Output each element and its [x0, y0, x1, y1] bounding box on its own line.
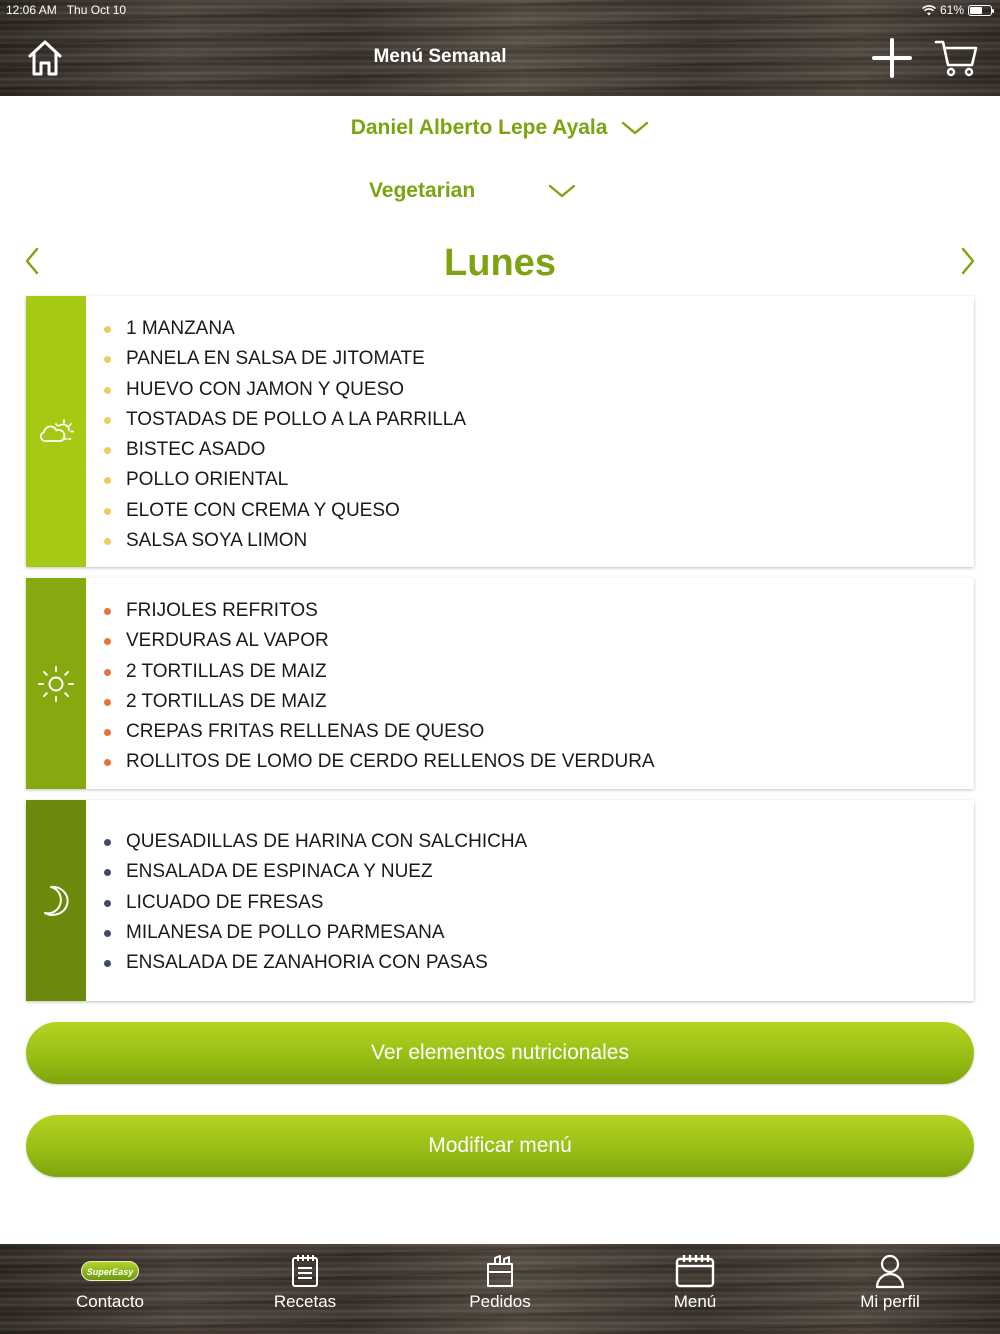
meal-list-morning [104, 314, 964, 556]
bullet-dot [104, 960, 111, 967]
sun-icon [37, 665, 75, 703]
modify-menu-button[interactable]: Modificar menú [26, 1115, 974, 1177]
meal-item-text: BISTEC ASADO [126, 439, 266, 461]
meal-item-text: ELOTE CON CREMA Y QUESO [126, 499, 400, 521]
meal-item-text: FRIJOLES REFRITOS [126, 600, 318, 621]
status-date: Thu Oct 10 [66, 3, 127, 17]
meal-item-text: ENSALADA DE ESPINACA Y NUEZ [126, 861, 433, 883]
meal-item [104, 626, 964, 656]
meal-card-afternoon [26, 578, 974, 789]
meal-item [104, 596, 964, 626]
tab-contacto[interactable] [10, 1244, 210, 1334]
battery-icon [968, 5, 992, 16]
bullet-dot [104, 326, 111, 333]
meal-item-text: VERDURAS AL VAPOR [126, 630, 329, 652]
meal-item [104, 827, 964, 857]
user-selector[interactable] [0, 116, 1000, 140]
status-right [922, 3, 992, 17]
recipe-list-icon [291, 1254, 319, 1288]
meal-item-text: ROLLITOS DE LOMO DE CERDO RELLENOS DE VERDURA [126, 751, 655, 773]
cart-icon[interactable] [934, 38, 978, 78]
day-navigator [0, 238, 1000, 286]
tab-label: Menú [673, 1292, 717, 1311]
meal-item-text: LICUADO DE FRESAS [126, 891, 324, 913]
meal-item [104, 405, 964, 435]
day-title: Lunes [444, 242, 556, 284]
status-time: 12:06 AM Thu Oct 10 [6, 3, 127, 17]
meal-item-text: 2 TORTILLAS DE MAIZ [126, 690, 327, 712]
meal-item [104, 375, 964, 405]
tab-recetas[interactable] [205, 1244, 405, 1334]
meal-item-text: TOSTADAS DE POLLO A LA PARRILLA [126, 408, 467, 430]
meal-item [104, 948, 964, 978]
meal-item [104, 314, 964, 344]
meal-list-afternoon [104, 596, 964, 778]
shopping-bag-icon [485, 1254, 515, 1288]
bullet-dot [104, 699, 111, 706]
bullet-dot [104, 538, 111, 545]
meal-item-text: QUESADILLAS DE HARINA CON SALCHICHA [126, 831, 528, 852]
chevron-down-icon [621, 120, 649, 136]
meal-item-text: 1 MANZANA [126, 318, 235, 339]
bullet-dot [104, 869, 111, 876]
meal-item [104, 918, 964, 948]
bullet-dot [104, 387, 111, 394]
top-bar [0, 0, 1000, 96]
bullet-dot [104, 839, 111, 846]
user-icon [874, 1253, 906, 1289]
bullet-dot [104, 900, 111, 907]
bullet-dot [104, 356, 111, 363]
cloud-sun-icon [38, 419, 74, 445]
meal-item [104, 344, 964, 374]
tab-pedidos[interactable] [400, 1244, 600, 1334]
status-bar [0, 0, 1000, 20]
tab-label: Mi perfil [860, 1292, 920, 1311]
bullet-dot [104, 447, 111, 454]
meal-item [104, 747, 964, 777]
meal-card-morning [26, 296, 974, 567]
page-title: Menú Semanal [373, 46, 507, 67]
diet-name: Vegetarian [368, 179, 476, 202]
wifi-icon [922, 5, 936, 16]
meal-item [104, 657, 964, 687]
meal-item-text: PANELA EN SALSA DE JITOMATE [126, 348, 425, 370]
meal-item [104, 857, 964, 887]
meal-item [104, 496, 964, 526]
chevron-right-icon[interactable] [958, 246, 978, 276]
moon-icon [41, 884, 71, 918]
chevron-down-icon [548, 183, 576, 199]
meal-item-text: POLLO ORIENTAL [126, 469, 289, 491]
meal-item [104, 435, 964, 465]
meal-item-text: 2 TORTILLAS DE MAIZ [126, 660, 327, 682]
tab-label: Contacto [75, 1292, 145, 1311]
meal-item-text: ENSALADA DE ZANAHORIA CON PASAS [126, 952, 488, 974]
meal-item [104, 687, 964, 717]
meal-item-text: MILANESA DE POLLO PARMESANA [126, 921, 445, 943]
meal-item [104, 465, 964, 495]
bullet-dot [104, 508, 111, 515]
tab-label: Recetas [273, 1292, 337, 1311]
meal-band-morning [26, 296, 86, 567]
supereasy-logo-icon: SuperEasy [81, 1261, 139, 1281]
meal-band-night [26, 800, 86, 1001]
meal-list-night [104, 827, 964, 978]
tab-bar [0, 1244, 1000, 1334]
user-name: Daniel Alberto Lepe Ayala [350, 116, 608, 139]
plus-icon[interactable] [872, 38, 912, 78]
bullet-dot [104, 638, 111, 645]
bullet-dot [104, 608, 111, 615]
bullet-dot [104, 930, 111, 937]
meal-card-night [26, 800, 974, 1001]
meal-item [104, 888, 964, 918]
bullet-dot [104, 477, 111, 484]
calendar-icon [675, 1254, 715, 1288]
bullet-dot [104, 759, 111, 766]
meal-item [104, 717, 964, 747]
tab-label: Pedidos [469, 1292, 531, 1311]
battery-percent: 61% [939, 3, 964, 17]
meal-item [104, 526, 964, 556]
bullet-dot [104, 729, 111, 736]
bullet-dot [104, 417, 111, 424]
tab-menu[interactable] [595, 1244, 795, 1334]
diet-selector[interactable] [0, 179, 1000, 203]
bullet-dot [104, 669, 111, 676]
tab-mi-perfil[interactable] [790, 1244, 990, 1334]
nutrition-button[interactable]: Ver elementos nutricionales [26, 1022, 974, 1084]
meal-item-text: HUEVO CON JAMON Y QUESO [126, 378, 405, 400]
meal-item-text: SALSA SOYA LIMON [126, 530, 308, 552]
meal-item-text: CREPAS FRITAS RELLENAS DE QUESO [126, 721, 485, 743]
meal-band-afternoon [26, 578, 86, 789]
